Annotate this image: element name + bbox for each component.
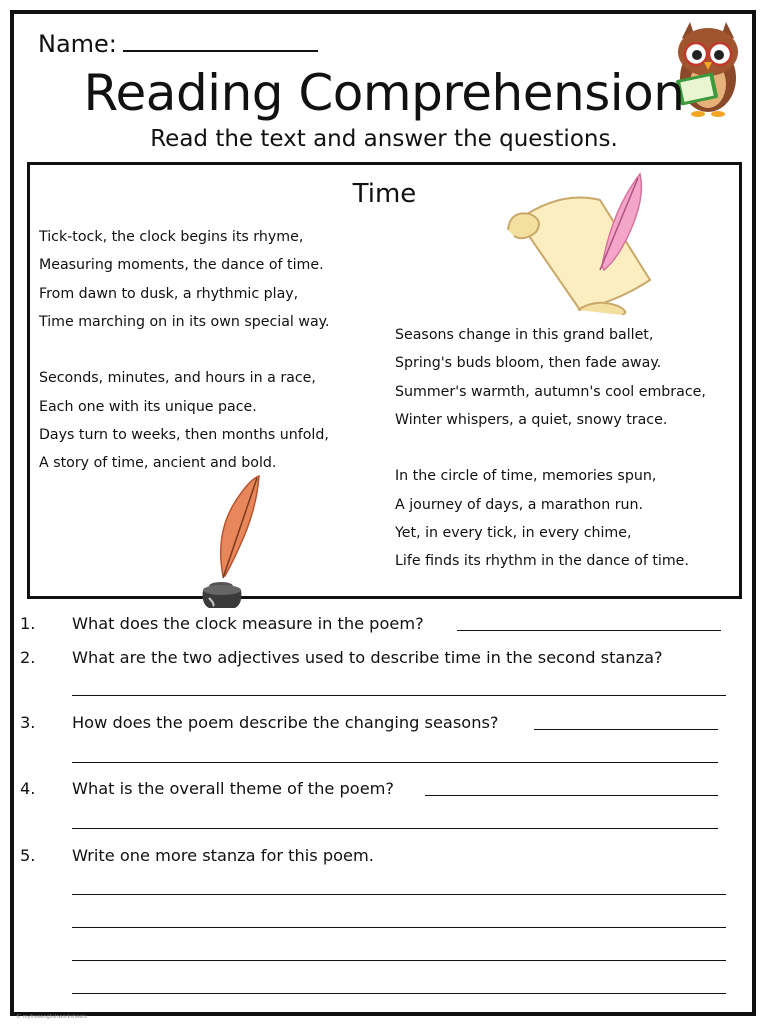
answer-line[interactable]	[72, 894, 726, 895]
poem-line: Winter whispers, a quiet, snowy trace.	[395, 411, 668, 428]
poem-line: Life finds its rhythm in the dance of time.	[395, 553, 689, 570]
poem-line: Days turn to weeks, then months unfold,	[39, 427, 329, 444]
poem-line: Yet, in every tick, in every chime,	[395, 525, 632, 542]
poem-line: From dawn to dusk, a rhythmic play,	[39, 285, 299, 302]
poem-line: Spring's buds bloom, then fade away.	[395, 355, 662, 372]
poem-line: Measuring moments, the dance of time.	[39, 257, 324, 274]
poem-line: In the circle of time, memories spun,	[395, 468, 657, 485]
stanza	[39, 364, 330, 477]
scroll-feather-icon	[500, 170, 665, 315]
question-number: 4.	[20, 779, 36, 798]
answer-line[interactable]	[72, 695, 726, 696]
poem-line: Seconds, minutes, and hours in a race,	[39, 370, 316, 387]
question-text: How does the poem describe the changing seasons?	[72, 713, 499, 732]
answer-line[interactable]	[534, 729, 718, 730]
name-label: Name:	[38, 30, 117, 58]
question-number: 1.	[20, 614, 36, 633]
question-text: What are the two adjectives used to describe time in the second stanza?	[72, 648, 663, 667]
poem-title: Time	[352, 179, 417, 209]
stanza	[395, 462, 706, 575]
poem-line: Seasons change in this grand ballet,	[395, 327, 654, 343]
poem-line: Tick-tock, the clock begins its rhyme,	[39, 229, 304, 245]
instructions: Read the text and answer the questions.	[150, 126, 618, 152]
question-text: Write one more stanza for this poem.	[72, 846, 374, 865]
answer-line[interactable]	[457, 630, 721, 631]
poem-line: Summer's warmth, autumn's cool embrace,	[395, 383, 706, 400]
footer-credit: © myfreeenglishworksheets	[16, 1014, 87, 1020]
poem-right-column	[395, 321, 706, 576]
question-number: 3.	[20, 713, 36, 732]
page-title: Reading Comprehension	[83, 64, 685, 122]
answer-line[interactable]	[72, 927, 726, 928]
poem-line: Time marching on in its own special way.	[39, 313, 330, 330]
name-answer-line[interactable]	[123, 30, 318, 52]
poem-left-column	[39, 223, 330, 478]
stanza	[39, 223, 330, 336]
answer-line[interactable]	[72, 762, 718, 763]
question-text: What does the clock measure in the poem?	[72, 614, 424, 633]
answer-line[interactable]	[72, 993, 726, 994]
answer-line[interactable]	[72, 828, 718, 829]
poem-line: A story of time, ancient and bold.	[39, 455, 277, 472]
stanza	[395, 321, 706, 434]
poem-line: A journey of days, a marathon run.	[395, 496, 644, 513]
answer-line[interactable]	[425, 795, 718, 796]
quill-inkpot-icon	[195, 474, 270, 612]
name-row	[38, 30, 318, 58]
poem-line: Each one with its unique pace.	[39, 398, 257, 415]
question-number: 2.	[20, 648, 36, 667]
question-text: What is the overall theme of the poem?	[72, 779, 395, 798]
question-number: 5.	[20, 846, 36, 865]
answer-line[interactable]	[72, 960, 726, 961]
